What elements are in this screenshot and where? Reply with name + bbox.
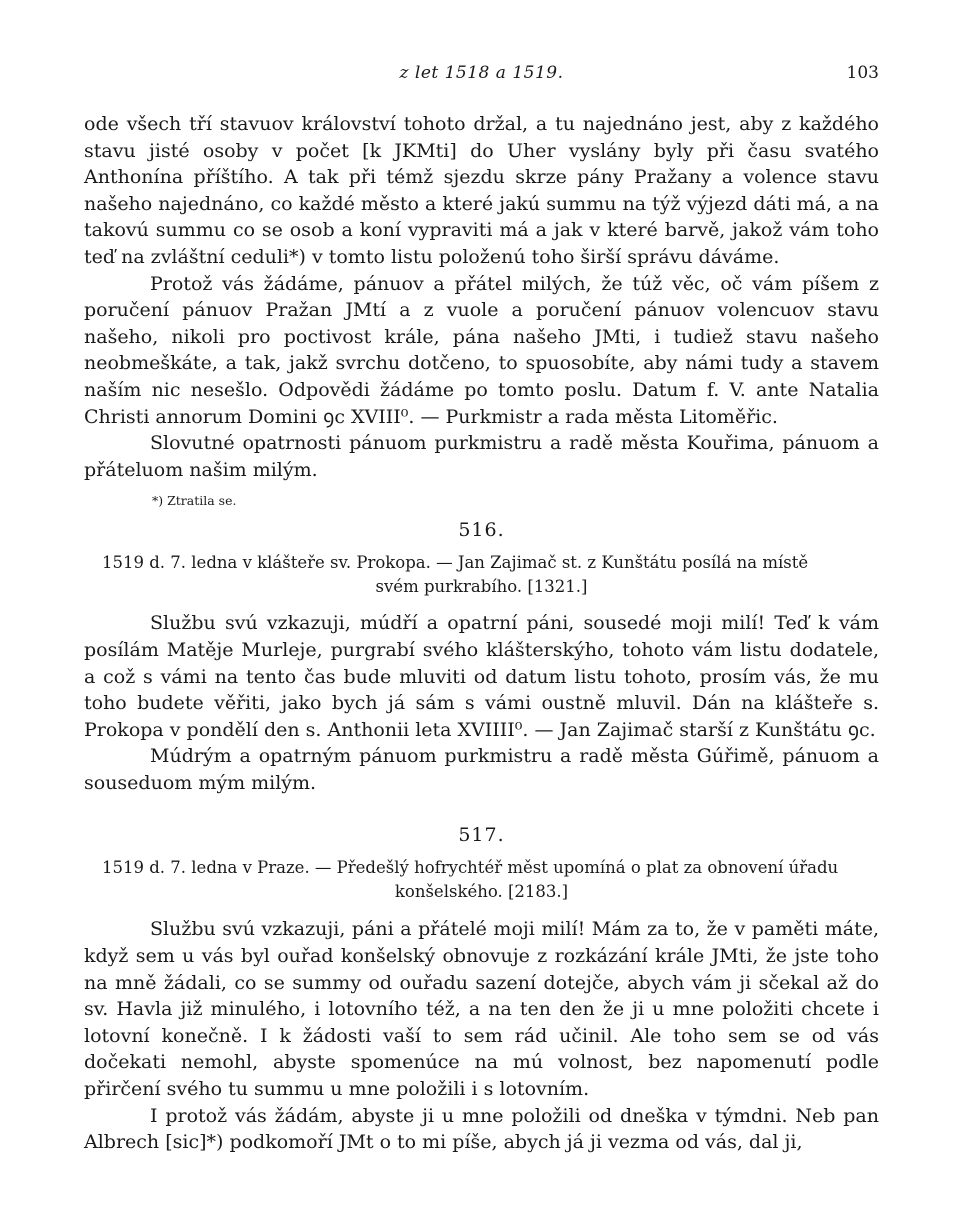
body-paragraph: Protož vás žádáme, pánuov a přátel milých, že túž věc, oč vám píšem z poručení pánuov Pražan JMtí a z vuole a poručení pánuov volencuov stavu našeho, nikoli pro poctivost krále, pána našeho JMti, i tudiež stavu našeho neobmeškáte, a tak, jakž svrchu dotčeno, to spuosobíte, aby námi tudy a stavem naším nic nesešlo. Odpovědi žádáme po tomto poslu. Datum f. V. ante Natalia Christi annorum Domini ꝯc XVIII⁰. — Purkmistr a rada města Litoměřic.	[84, 272, 879, 428]
document-number: 516.	[458, 519, 505, 542]
body-paragraph: ode všech tří stavuov království tohoto držal, a tu najednáno jest, aby z každého stavu jisté osoby v počet [k JKMti] do Uher vyslány byly při času svatého Anthonína příštího. A tak při témž sjezdu skrze pány Pražany a volence stavu našeho najednáno, co každé město a které jakú summu na týž výjezd dáti má, a na takovú summu co se osob a koní vypraviti má a jak v které barvě, jakož vám toho teď na zvláštní ceduli*) v tomto listu položenú toho širší správu dáváme.	[84, 113, 879, 268]
regest-line: svém purkrabího. [1321.]	[375, 576, 588, 596]
body-paragraph: Službu svú vzkazuji, páni a přátelé moji milí! Mám za to, že v paměti máte, když sem u vás byl ouřad konšelský obnovuje z rozkázání krále JMti, že jste toho na mně žádali, co se summy od ouřadu sazení dotejče, abych vám ji sčekal až do sv. Havla již minulého, i lotovního též, a na ten den že ji u mne položiti chcete i lotovní konečně. I k žádosti vaší to sem rád učinil. Ale toho sem se od vás dočekati nemohl, abyste spomenúce na mú volnost, bez napomenutí podle přirčení svého tu summu u mne položili i s lotovním.	[84, 918, 879, 1101]
running-header	[84, 58, 879, 88]
document-number: 517.	[458, 824, 505, 847]
regest	[84, 856, 879, 903]
body-paragraph: I protož vás žádám, abyste ji u mne položili od dneška v týmdni. Neb pan Albrech [sic]*) podkomoří JMt o to mi píše, abych já ji vezma od vás, dal ji,	[84, 1104, 879, 1154]
page-number: 103	[846, 63, 879, 83]
regest-line: konšelského. [2183.]	[394, 881, 569, 901]
document-517	[84, 822, 879, 1155]
document-page	[84, 58, 879, 1156]
footnote: *) Ztratila se.	[152, 493, 237, 509]
regest	[84, 551, 879, 598]
regest-line: 1519 d. 7. ledna v klášteře sv. Prokopa. — Jan Zajimač st. z Kunštátu posílá na místě	[102, 553, 809, 573]
regest-line: 1519 d. 7. ledna v Praze. — Předešlý hofrychtéř měst upomíná o plat za obnovení úřadu	[102, 858, 839, 878]
letter-address: Slovutné opatrnosti pánuom purkmistru a radě města Kouřima, pánuom a přáteluom našim milým.	[84, 432, 879, 481]
running-title: z let 1518 a 1519.	[399, 63, 564, 83]
body-paragraph: Službu svú vzkazuji, múdří a opatrní páni, sousedé moji milí! Teď k vám posílám Matěje Murleje, purgrabí svého klášterskýho, tohoto vám listu dodatele, a což s vámi na tento čas bude mluviti od datum listu tohoto, prosím vás, že mu toho budete věřiti, jako bych já sám s vámi oustně mluvil. Dán na klášteře s. Prokopa v pondělí den s. Anthonii leta XVIIII⁰. — Jan Zajimač starší z Kunštátu ꝯc.	[84, 612, 879, 741]
letter-address: Múdrým a opatrným pánuom purkmistru a radě města Gúřimě, pánuom a souseduom mým milým.	[84, 745, 879, 794]
document-516	[84, 517, 879, 796]
document-515-continuation	[84, 111, 879, 511]
